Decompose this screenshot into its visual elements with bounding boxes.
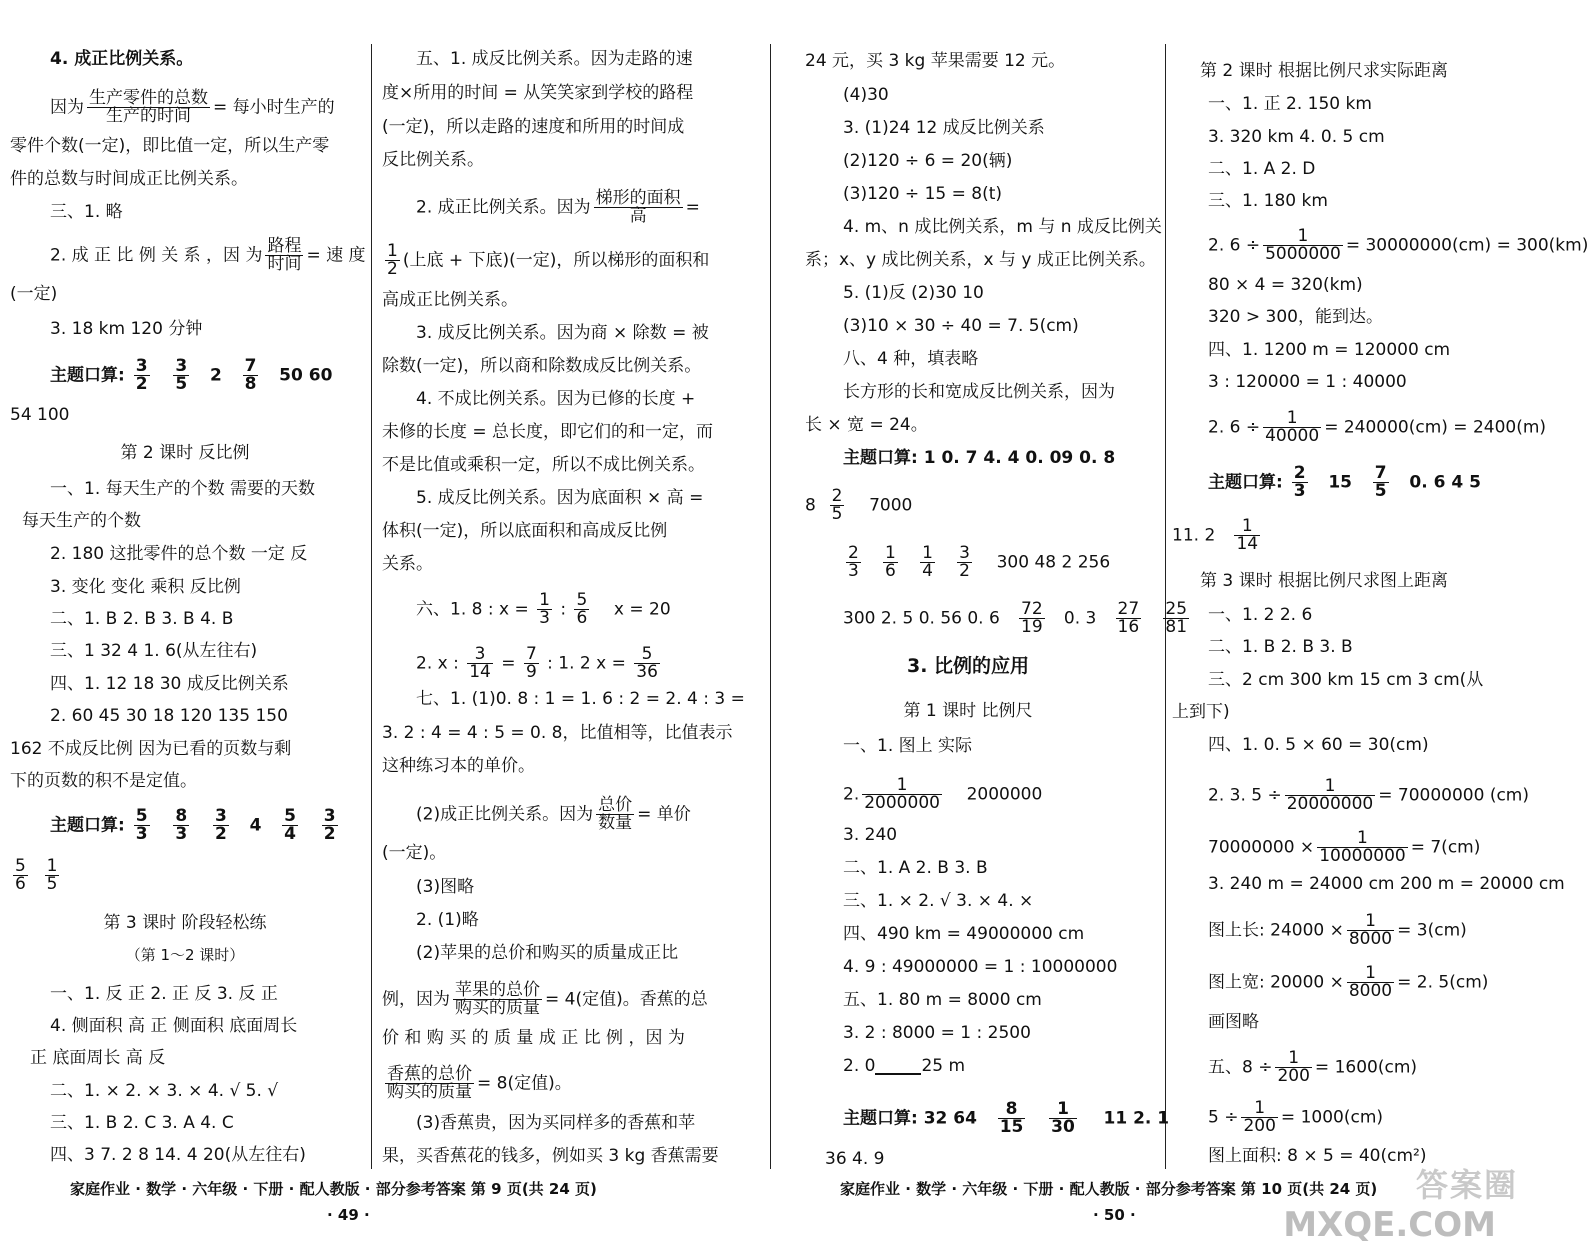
- c1-line: 一、1. 每天生产的个数 需要的天数: [50, 479, 316, 499]
- c3-line: 5. (1)反 (2)30 10: [843, 283, 984, 303]
- c2-line: (一定)。: [382, 843, 447, 863]
- c1-mental-math: 主题口算: $\frac{3}{2}$ $\frac{3}{5}$ 2 $\frac{7}{8}$ 50 60: [50, 356, 333, 394]
- c2-line: 反比例关系。: [382, 150, 484, 170]
- c1-line: 三、1 32 4 1. 6(从左往右): [50, 641, 258, 661]
- c1-line: 下的页数的积不是定值。: [10, 771, 197, 791]
- c2-line: 六、1. 8 : x = $\frac{1}{3}$ : $\frac{5}{6}$ x = 20: [416, 590, 671, 628]
- c2-line: (3)图略: [416, 877, 475, 897]
- page-number-left: · 49 ·: [327, 1206, 370, 1224]
- lesson-heading: 第 2 课时 反比例: [120, 443, 250, 463]
- lesson-heading: 第 2 课时 根据比例尺求实际距离: [1200, 61, 1449, 81]
- c3-line: (4)30: [843, 85, 889, 105]
- section-heading: 3. 比例的应用: [906, 655, 1030, 677]
- c1-line: 零件个数(一定)，即比值一定，所以生产零: [10, 136, 330, 156]
- c1-line: 4. 成正比例关系。: [50, 49, 194, 69]
- c2-line: 除数(一定)，所以商和除数成反比例关系。: [382, 356, 702, 376]
- c4-line: 图上长: 24000 × $\frac{1}{8000}$ = 3(cm): [1208, 911, 1467, 949]
- c4-line: 一、1. 正 2. 150 km: [1208, 94, 1372, 114]
- c1-line: 2. 180 这批零件的总个数 一定 反: [50, 544, 308, 564]
- page-footer-left: 家庭作业 · 数学 · 六年级 · 下册 · 配人教版 · 部分参考答案 第 9 页(共 24 页): [70, 1180, 597, 1198]
- c1-line: (一定): [10, 284, 58, 304]
- c3-line: 3. 2 : 8000 = 1 : 2500: [843, 1023, 1031, 1043]
- c1-line: 二、1. B 2. B 3. B 4. B: [50, 609, 234, 629]
- lesson-heading: 第 1 课时 比例尺: [903, 701, 1033, 721]
- c4-line: 2. 6 ÷ $\frac{1}{5000000}$ = 30000000(cm) = 300(km): [1208, 226, 1588, 264]
- c1-line: 三、1. B 2. C 3. A 4. C: [50, 1113, 234, 1133]
- c3-line: 2. $\frac{1}{2000000}$ 2000000: [843, 775, 1043, 813]
- c3-mental-math: 主题口算: 32 64 $\frac{8}{15}$ $\frac{1}{30}$ 11 2. 1: [843, 1099, 1170, 1137]
- c2-line: 2. 成正比例关系。因为 $\frac{\text{梯形的面积}}{\text{高}}$ =: [416, 188, 700, 226]
- c1-line: 一、1. 反 正 2. 正 反 3. 反 正: [50, 984, 278, 1004]
- c4-line: 五、8 ÷ $\frac{1}{200}$ = 1600(cm): [1208, 1048, 1418, 1086]
- c3-line: 24 元，买 3 kg 苹果需要 12 元。: [805, 51, 1066, 71]
- c4-line: 三、1. 180 km: [1208, 191, 1328, 211]
- c3-line: 36 4. 9: [825, 1149, 885, 1169]
- c2-line: 体积(一定)，所以底面积和高成反比例: [382, 521, 668, 541]
- c2-line: 果，买香蕉花的钱多，例如买 3 kg 香蕉需要: [382, 1146, 719, 1166]
- c1-line: 因为 $\frac{\text{生产零件的总数}}{\text{生产的时间}}$ = 每小时生产的: [50, 88, 335, 126]
- c3-line: 长方形的长和宽成反比例关系，因为: [843, 382, 1115, 402]
- c1-line: 54 100: [10, 405, 70, 425]
- c3-line: 三、1. × 2. √ 3. × 4. ×: [843, 891, 1034, 911]
- c1-line: 2. 60 45 30 18 120 135 150: [50, 706, 288, 726]
- c2-line: 五、1. 成反比例关系。因为走路的速: [416, 49, 693, 69]
- column-divider-2: [770, 44, 771, 1169]
- c2-line: 例，因为 $\frac{\text{苹果的总价}}{\text{购买的质量}}$ = 4(定值)。香蕉的总: [382, 980, 708, 1018]
- c1-line: 3. 18 km 120 分钟: [50, 319, 203, 339]
- c1-line: $\frac{5}{6}$ $\frac{1}{5}$: [15, 856, 58, 894]
- c2-line: 未修的长度 = 总长度，即它们的和一定，而: [382, 422, 714, 442]
- c2-line: 5. 成反比例关系。因为底面积 × 高 =: [416, 488, 704, 508]
- c4-mental-math: 主题口算: $\frac{2}{3}$ 15 $\frac{7}{5}$ 0. 6 4 5: [1208, 463, 1481, 501]
- watermark-url: MXQE.COM: [1283, 1205, 1496, 1245]
- c2-line: 高成正比例关系。: [382, 290, 518, 310]
- c3-line: 二、1. A 2. B 3. B: [843, 858, 988, 878]
- c4-line: 图上宽: 20000 × $\frac{1}{8000}$ = 2. 5(cm): [1208, 963, 1489, 1001]
- c3-line: (2)120 ÷ 6 = 20(辆): [843, 151, 1013, 171]
- c3-line: 3. (1)24 12 成反比例关系: [843, 118, 1045, 138]
- column-divider-1: [371, 44, 372, 1169]
- c2-line: (2)成正比例关系。因为 $\frac{\text{总价}}{\text{数量}}$ = 单价: [416, 795, 691, 833]
- c1-line: 每天生产的个数: [22, 511, 141, 531]
- c1-line: 3. 变化 变化 乘积 反比例: [50, 577, 241, 597]
- c3-mental-math: 主题口算: 1 0. 7 4. 4 0. 09 0. 8: [843, 448, 1116, 468]
- c1-line: 162 不成反比例 因为已看的页数与剩: [10, 739, 292, 759]
- lesson-subheading: （第 1～2 课时）: [125, 946, 245, 964]
- c4-line: 70000000 × $\frac{1}{10000000}$ = 7(cm): [1208, 828, 1481, 866]
- c4-line: 80 × 4 = 320(km): [1208, 275, 1363, 295]
- c1-line: 正 底面周长 高 反: [30, 1048, 166, 1068]
- c3-line: 长 × 宽 = 24。: [805, 415, 928, 435]
- c3-line: 八、4 种，填表略: [843, 349, 979, 369]
- page-number-right: · 50 ·: [1093, 1206, 1136, 1224]
- c4-line: 5 ÷ $\frac{1}{200}$ = 1000(cm): [1208, 1098, 1384, 1136]
- scale-bar: 2. 0 25 m: [843, 1056, 966, 1076]
- c2-line: $\frac{\text{香蕉的总价}}{\text{购买的质量}}$ = 8(定值)。: [387, 1064, 572, 1102]
- watermark-logo: 答案圈: [1415, 1166, 1518, 1204]
- c4-line: 3. 320 km 4. 0. 5 cm: [1208, 127, 1385, 147]
- c3-line: 五、1. 80 m = 8000 cm: [843, 990, 1042, 1010]
- c4-line: 3. 240 m = 24000 cm 200 m = 20000 cm: [1208, 874, 1565, 894]
- c2-line: 度×所用的时间 = 从笑笑家到学校的路程: [382, 83, 694, 103]
- c1-line: 2. 成 正 比 例 关 系 ，因 为 $\frac{\text{路程}}{\text{时间}}$ = 速 度: [50, 236, 366, 274]
- c2-line: 4. 不成比例关系。因为已修的长度 +: [416, 389, 696, 409]
- c3-line: (3)120 ÷ 15 = 8(t): [843, 184, 1003, 204]
- c2-line: (2)苹果的总价和购买的质量成正比: [416, 943, 679, 963]
- c2-line: (3)香蕉贵，因为买同样多的香蕉和苹: [416, 1113, 696, 1133]
- c3-line: (3)10 × 30 ÷ 40 = 7. 5(cm): [843, 316, 1079, 336]
- c4-line: 320 > 300，能到达。: [1208, 307, 1383, 327]
- c3-line: 300 2. 5 0. 56 0. 6 $\frac{72}{19}$ 0. 3 $\frac{27}{16}$ $\frac{25}{81}$: [843, 599, 1188, 637]
- c2-line: 2. x : $\frac{3}{14}$ = $\frac{7}{9}$ : 1. 2 x = $\frac{5}{36}$: [416, 644, 658, 682]
- c2-line: 这种练习本的单价。: [382, 756, 535, 776]
- c1-line: 件的总数与时间成正比例关系。: [10, 169, 248, 189]
- lesson-heading: 第 3 课时 根据比例尺求图上距离: [1200, 571, 1449, 591]
- c3-line: 四、490 km = 49000000 cm: [843, 924, 1085, 944]
- c3-line: $\frac{2}{3}$ $\frac{1}{6}$ $\frac{1}{4}$ $\frac{3}{2}$ 300 48 2 256: [848, 543, 1111, 581]
- c2-line: 2. (1)略: [416, 910, 479, 930]
- c2-line: 七、1. (1)0. 8 : 1 = 1. 6 : 2 = 2. 4 : 3 =: [416, 689, 745, 709]
- c2-line: 3. 2 : 4 = 4 : 5 = 0. 8，比值相等，比值表示: [382, 723, 733, 743]
- lesson-heading: 第 3 课时 阶段轻松练: [103, 913, 267, 933]
- c4-line: 2. 6 ÷ $\frac{1}{40000}$ = 240000(cm) = 2400(m): [1208, 408, 1547, 446]
- c2-line: $\frac{1}{2}$ (上底 + 下底)(一定)，所以梯形的面积和: [387, 241, 710, 279]
- c2-line: 关系。: [382, 554, 433, 574]
- c3-line: 系；x、y 成比例关系，x 与 y 成正比例关系。: [805, 250, 1156, 270]
- c4-line: 3 : 120000 = 1 : 40000: [1208, 372, 1407, 392]
- c3-line: 4. m、n 成比例关系，m 与 n 成反比例关: [843, 217, 1162, 237]
- c4-line: 二、1. B 2. B 3. B: [1208, 637, 1353, 657]
- c3-line: 3. 240: [843, 825, 898, 845]
- c4-line: 上到下): [1172, 702, 1230, 722]
- c4-line: 2. 3. 5 ÷ $\frac{1}{20000000}$ = 70000000 (cm): [1208, 776, 1530, 814]
- c4-line: 图上面积: 8 × 5 = 40(cm²): [1208, 1146, 1427, 1166]
- c4-line: 二、1. A 2. D: [1208, 159, 1316, 179]
- c1-line: 4. 侧面积 高 正 侧面积 底面周长: [50, 1016, 298, 1036]
- c1-line: 二、1. × 2. × 3. × 4. √ 5. √: [50, 1081, 279, 1101]
- c2-line: (一定)，所以走路的速度和所用的时间成: [382, 117, 685, 137]
- c3-line: 一、1. 图上 实际: [843, 736, 973, 756]
- c1-line: 三、1. 略: [50, 202, 123, 222]
- c1-mental-math: 主题口算: $\frac{5}{3}$ $\frac{8}{3}$ $\frac{3}{2}$ 4 $\frac{5}{4}$ $\frac{3}{2}$: [50, 806, 336, 844]
- c3-line: 4. 9 : 49000000 = 1 : 10000000: [843, 957, 1118, 977]
- c4-line: 三、2 cm 300 km 15 cm 3 cm(从: [1208, 670, 1484, 690]
- c1-line: 四、3 7. 2 8 14. 4 20(从左往右): [50, 1145, 306, 1165]
- c4-line: 四、1. 1200 m = 120000 cm: [1208, 340, 1451, 360]
- c2-line: 价 和 购 买 的 质 量 成 正 比 例 ，因 为: [382, 1028, 685, 1048]
- c4-line: 一、1. 2 2. 6: [1208, 605, 1313, 625]
- c3-line: 8 $\frac{2}{5}$ 7000: [805, 486, 913, 524]
- c1-line: 四、1. 12 18 30 成反比例关系: [50, 674, 289, 694]
- c4-line: 11. 2 $\frac{1}{14}$: [1172, 516, 1259, 554]
- page-footer-right: 家庭作业 · 数学 · 六年级 · 下册 · 配人教版 · 部分参考答案 第 10 页(共 24 页): [840, 1180, 1378, 1198]
- c2-line: 不是比值或乘积一定，所以不成比例关系。: [382, 455, 705, 475]
- c4-line: 四、1. 0. 5 × 60 = 30(cm): [1208, 735, 1429, 755]
- c2-line: 3. 成反比例关系。因为商 × 除数 = 被: [416, 323, 709, 343]
- c4-line: 画图略: [1208, 1012, 1259, 1032]
